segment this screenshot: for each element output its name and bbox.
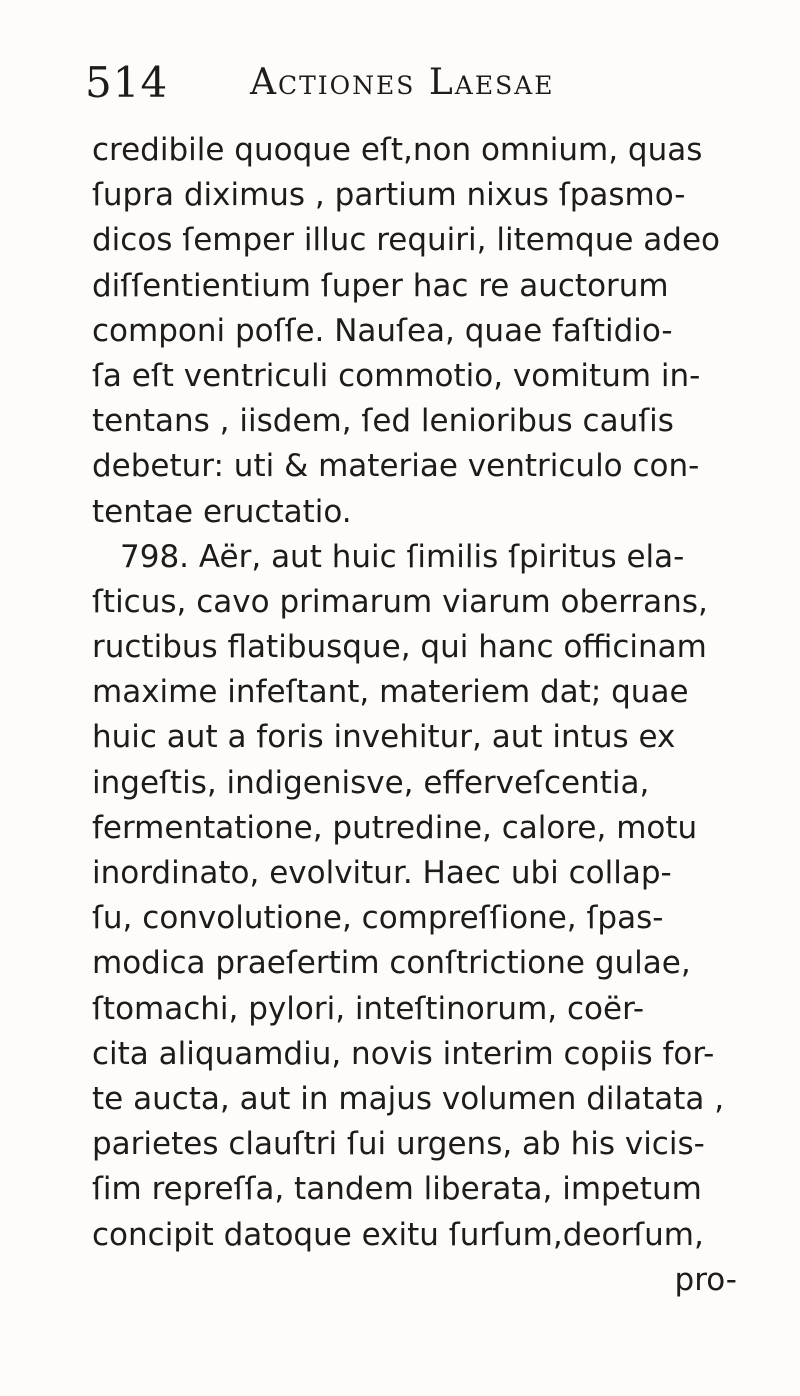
text-line: tentans , iisdem, ſed lenioribus cauſis (92, 403, 674, 440)
text-line: debetur: uti & materiae ventriculo con- (92, 448, 700, 485)
text-line: ſu, convolutione, compreſſione, ſpas- (92, 900, 664, 937)
text-line: cita aliquamdiu, novis interim copiis for- (92, 1035, 715, 1072)
text-line: maxime infeſtant, materiem dat; quae (92, 674, 689, 711)
text-line: concipit datoque exitu ſurſum,deorſum, (92, 1216, 704, 1253)
text-line: ſa eſt ventriculi commotio, vomitum in- (92, 357, 701, 394)
text-line: huic aut a foris invehitur, aut intus ex (92, 719, 676, 756)
body-text (92, 128, 787, 1303)
page-number: 514 (85, 58, 169, 107)
text-line: inordinato, evolvitur. Haec ubi collap- (92, 855, 672, 891)
text-line: ſticus, cavo primarum viarum oberrans, (92, 583, 708, 620)
paragraph-start-line: 798. Aër, aut huic ſimilis ſpiritus ela- (120, 538, 685, 575)
text-line: ſtomachi, pylori, inteſtinorum, coër- (92, 990, 645, 1027)
text-line: parietes clauſtri ſui urgens, ab his vicis- (92, 1126, 705, 1163)
text-line: tentae eructatio. (92, 493, 352, 530)
running-title: Actiones Laesae (250, 62, 555, 103)
text-line: modica praeſertim conſtrictione gulae, (92, 945, 691, 982)
text-line: ructibus flatibusque, qui hanc officinam (92, 629, 707, 666)
text-line: ſim repreſſa, tandem liberata, impetum (92, 1171, 702, 1208)
text-line: credibile quoque eſt,non omnium, quas (92, 132, 703, 168)
page-header (85, 50, 785, 110)
text-line: fermentatione, putredine, calore, motu (92, 809, 698, 846)
catchword: pro- (674, 1261, 737, 1298)
text-line: diſſentientium ſuper hac re auctorum (92, 267, 669, 304)
text-line: te aucta, aut in majus volumen dilatata , (92, 1080, 725, 1117)
text-line: ſupra diximus , partium nixus ſpasmo- (92, 177, 686, 214)
text-line: componi poſſe. Nauſea, quae faſtidio- (92, 312, 673, 349)
text-line: ingeſtis, indigenisve, efferveſcentia, (92, 764, 650, 801)
text-line: dicos ſemper illuc requiri, litemque adeo (92, 222, 720, 259)
